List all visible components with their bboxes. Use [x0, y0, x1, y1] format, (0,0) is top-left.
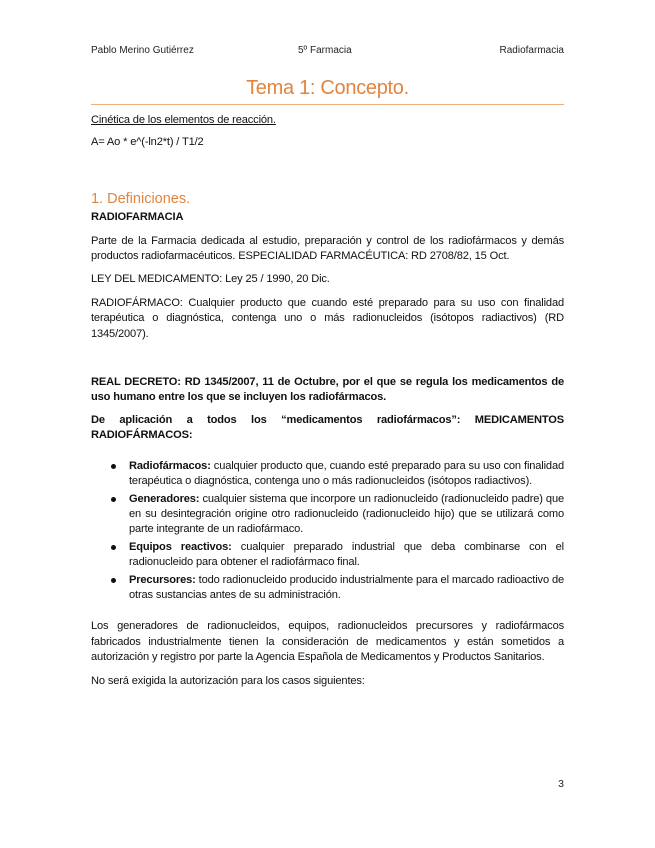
- section-heading-definiciones: 1. Definiciones.: [91, 190, 191, 207]
- list-item-text: cualquier sistema que incorpore un radionucleido (radionucleido padre) que en su desintegración origine otro radionucleido (radionucleido hijo) que se utilizará como parte integrante de un radiofármaco.: [129, 492, 564, 536]
- title-divider: [91, 104, 564, 105]
- no-exigida-paragraph: No será exigida la autorización para los casos siguientes:: [91, 674, 365, 687]
- list-item-text: cualquier preparado industrial que deba combinarse con el radionucleido para obtener el radiofármaco final.: [129, 540, 564, 569]
- page-title: Tema 1: Concepto.: [246, 77, 409, 99]
- list-item: [91, 540, 564, 571]
- header-subject: Radiofarmacia: [499, 45, 564, 56]
- list-item-term: Generadores:: [129, 492, 200, 505]
- header-author: Pablo Merino Gutiérrez: [91, 45, 194, 56]
- real-decreto: REAL DECRETO: RD 1345/2007, 11 de Octubre, por el que se regula los medicamentos de uso humano entre los que se incluyen los radiofármacos.: [91, 376, 564, 404]
- bullet-icon: [111, 497, 116, 502]
- radiofarmacia-label: RADIOFARMACIA: [91, 211, 184, 224]
- kinetics-heading: Cinética de los elementos de reacción.: [91, 114, 276, 126]
- page-number: 3: [558, 778, 564, 790]
- generadores-paragraph: Los generadores de radionucleidos, equipos, radionucleidos precursores y radiofármacos fabricados industrialmente tienen la consideración de medicamentos y están sometidos a autorización y registro por parte la Agencia Española de Medicamentos y Productos Sanitarios.: [91, 620, 564, 664]
- document-body: [91, 113, 564, 689]
- radiofarmacos-list: [91, 459, 564, 604]
- bullet-icon: [111, 545, 116, 550]
- list-item: [91, 573, 564, 604]
- list-item: [91, 459, 564, 490]
- bullet-icon: [111, 578, 116, 583]
- list-item-text: todo radionucleido producido industrialmente para el marcado radioactivo de otras sustancias antes de su administración.: [129, 573, 564, 601]
- radiofarmacia-definition: Parte de la Farmacia dedicada al estudio, preparación y control de los radiofármacos y demás productos radiofarmacéuticos. ESPECIALIDAD FARMACÉUTICA: RD 2708/82, 15 Oct.: [91, 234, 564, 263]
- header-course: 5º Farmacia: [298, 45, 352, 56]
- radiofarmaco-definition: RADIOFÁRMACO: Cualquier producto que cuando esté preparado para su uso con finalidad terapéutica o diagnóstica, contenga uno o más radionucleidos (isótopos radiactivos) (RD 1345/2007).: [91, 296, 564, 340]
- list-item-term: Precursores:: [129, 573, 196, 586]
- list-item-text: cualquier producto que, cuando esté preparado para su uso con finalidad terapéutica o diagnóstica, contenga uno o más radionucleidos (isótopos radiactivos).: [129, 459, 564, 488]
- list-item-term: Equipos reactivos:: [129, 540, 232, 553]
- aplicacion-paragraph: De aplicación a todos los “medicamentos radiofármacos”: MEDICAMENTOS RADIOFÁRMACOS:: [91, 413, 564, 442]
- list-item-term: Radiofármacos:: [129, 459, 211, 472]
- bullet-icon: [111, 464, 116, 469]
- decay-formula: A= Ao * e^(-ln2*t) / T1/2: [91, 136, 204, 149]
- list-item: [91, 492, 564, 538]
- ley-medicamento: LEY DEL MEDICAMENTO: Ley 25 / 1990, 20 Dic.: [91, 273, 330, 286]
